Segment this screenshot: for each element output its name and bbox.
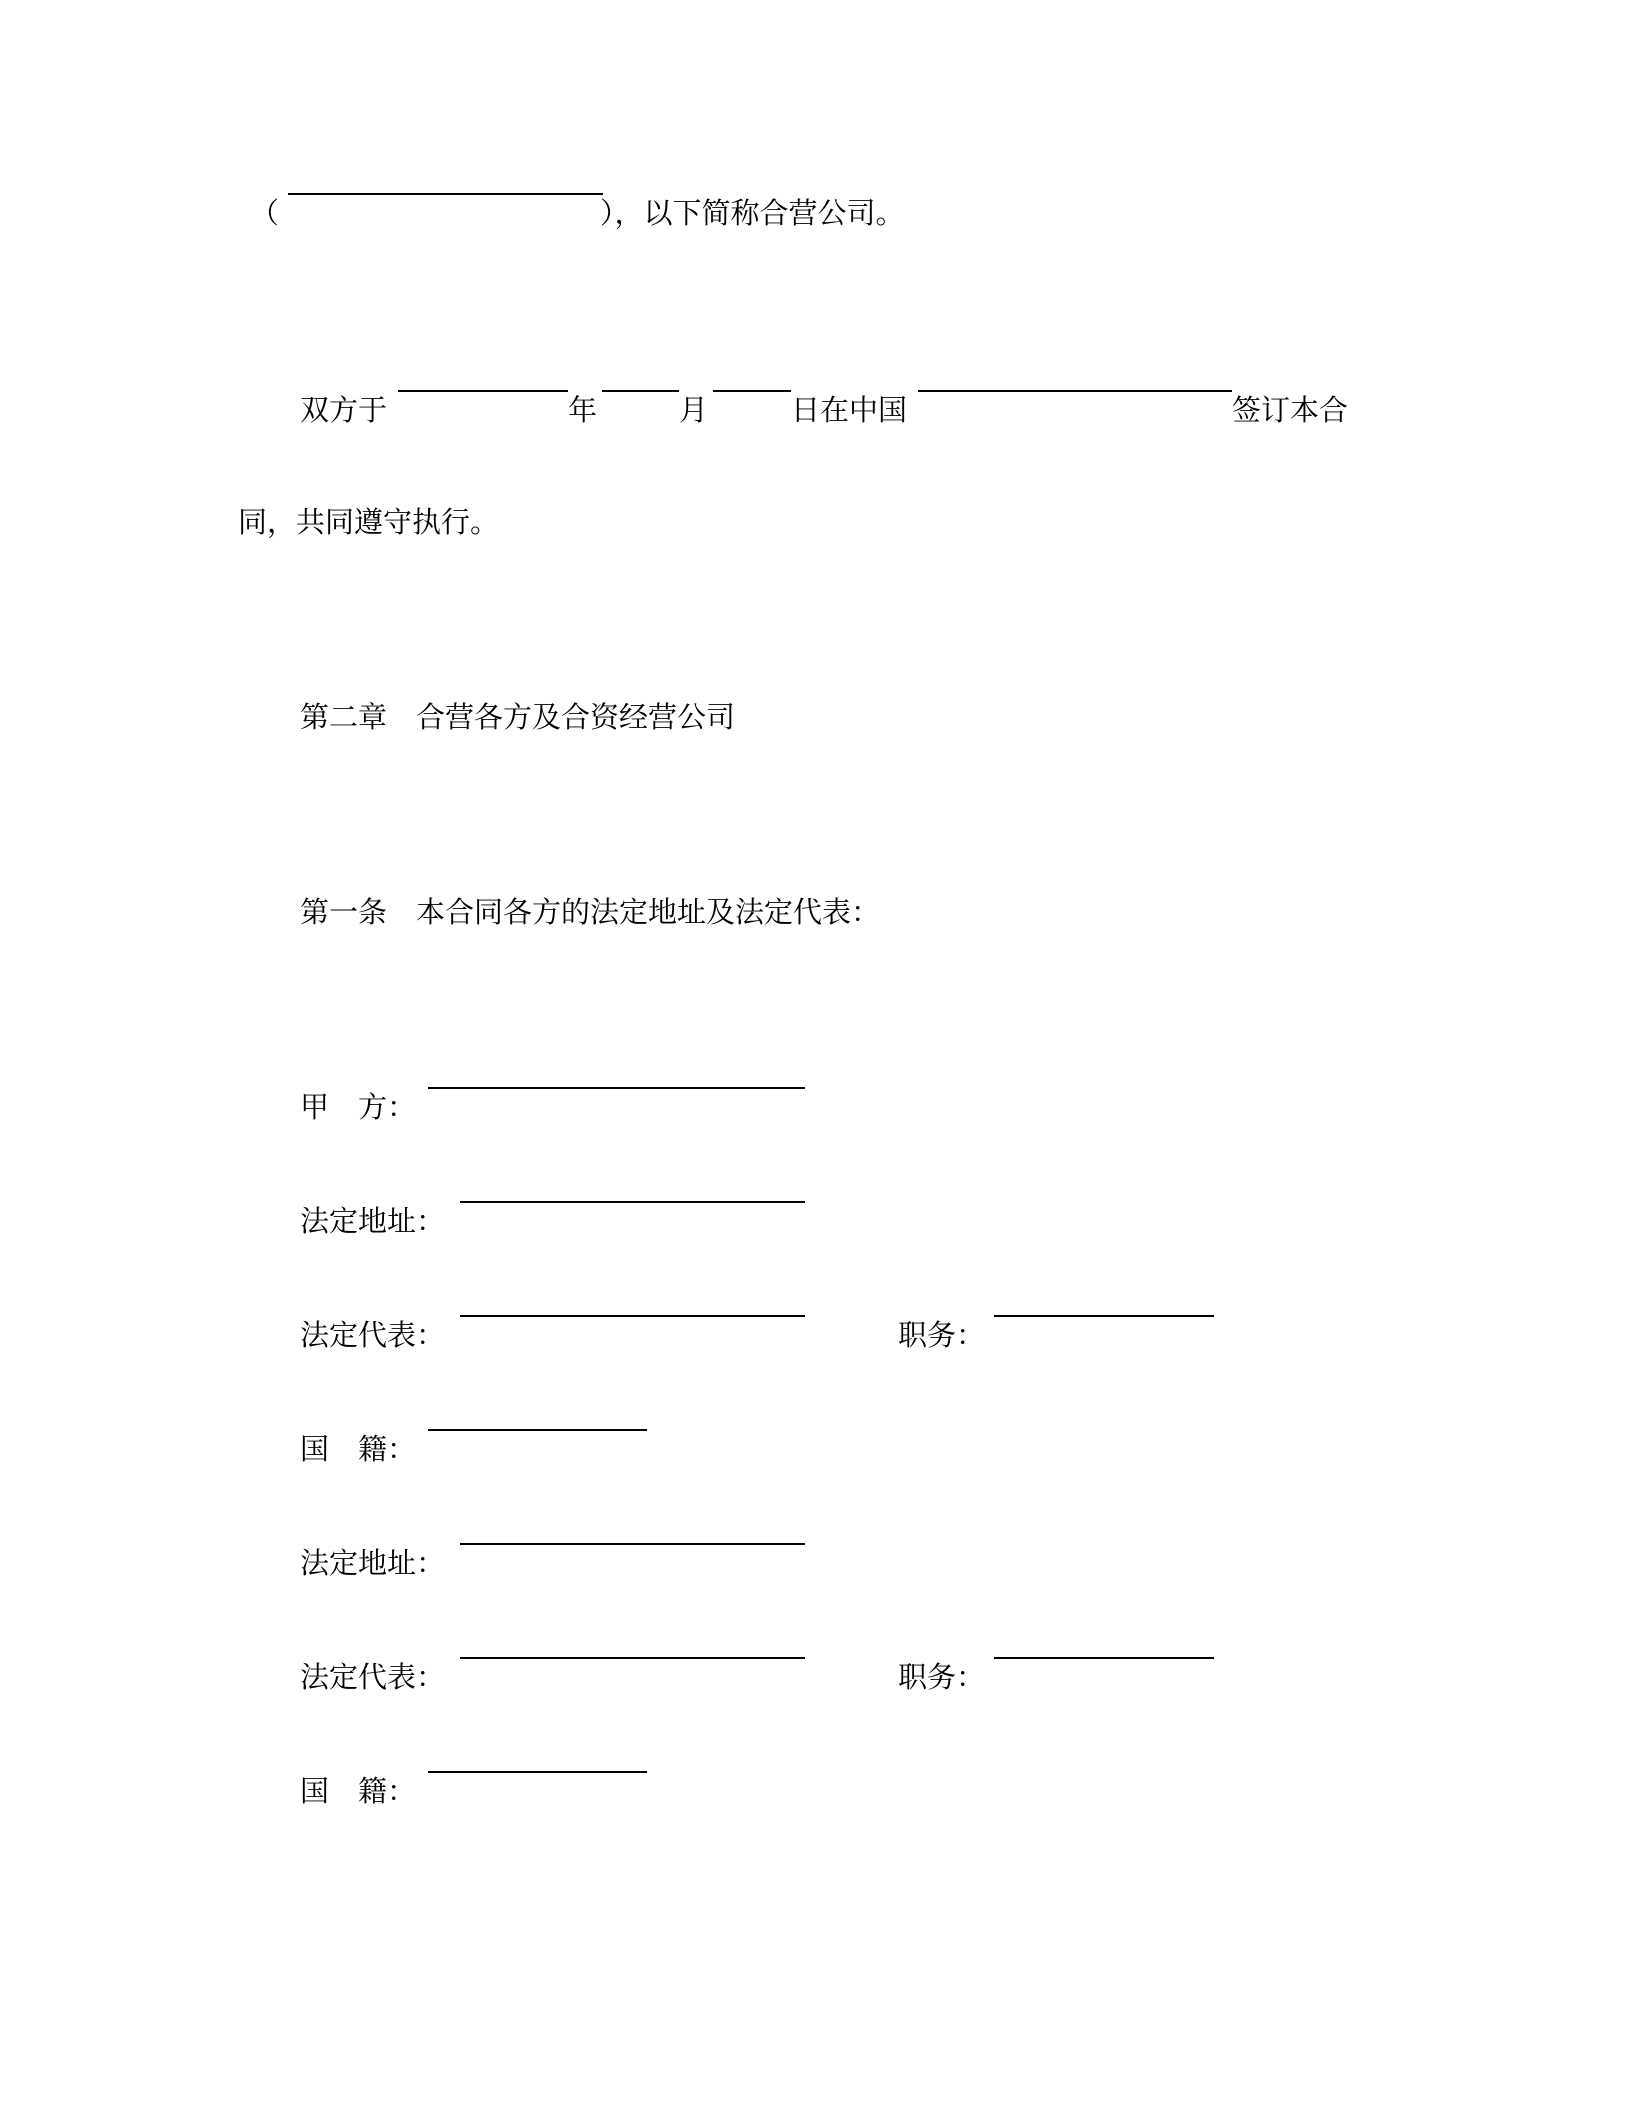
party-b-rep-blank[interactable] xyxy=(460,1657,805,1659)
signing-suffix: 签订本合 xyxy=(1232,393,1349,427)
party-a-name-label: 甲 方： xyxy=(300,1090,417,1124)
party-b-address-blank[interactable] xyxy=(460,1543,805,1545)
party-b-rep-label: 法定代表： xyxy=(300,1660,446,1694)
party-b-nationality-blank[interactable] xyxy=(428,1771,647,1773)
signing-place-blank[interactable] xyxy=(918,390,1232,392)
company-name-blank[interactable] xyxy=(288,193,603,195)
company-name-line xyxy=(250,193,1050,233)
company-name-suffix: ），以下简称合营公司。 xyxy=(600,196,905,230)
signing-line-continuation xyxy=(238,502,838,542)
party-a-title-label: 职务： xyxy=(898,1318,986,1352)
party-a-rep-label: 法定代表： xyxy=(300,1318,446,1352)
signing-day-place-label: 日在中国 xyxy=(791,393,908,427)
party-a-name-blank[interactable] xyxy=(428,1087,805,1089)
signing-continuation-text: 同，共同遵守执行。 xyxy=(238,505,500,539)
open-paren: （ xyxy=(250,196,280,230)
signing-day-blank[interactable] xyxy=(713,390,791,392)
chapter-heading xyxy=(300,697,1100,737)
party-a-nationality-label: 国 籍： xyxy=(300,1432,417,1466)
article-heading xyxy=(300,892,1200,932)
party-b-address-label: 法定地址： xyxy=(300,1546,446,1580)
party-b-nationality-row xyxy=(300,1771,1000,1811)
article-heading-text: 第一条 本合同各方的法定地址及法定代表： xyxy=(300,895,881,929)
signing-year-blank[interactable] xyxy=(398,390,568,392)
party-b-rep-row xyxy=(300,1657,1300,1697)
signing-prefix: 双方于 xyxy=(300,393,388,427)
signing-year-label: 年 xyxy=(568,393,598,427)
party-a-address-row xyxy=(300,1201,1000,1241)
party-a-nationality-blank[interactable] xyxy=(428,1429,647,1431)
party-b-nationality-label: 国 籍： xyxy=(300,1774,417,1808)
signing-month-label: 月 xyxy=(679,393,709,427)
chapter-heading-text: 第二章 合营各方及合资经营公司 xyxy=(300,700,736,734)
party-a-address-label: 法定地址： xyxy=(300,1204,446,1238)
party-a-nationality-row xyxy=(300,1429,1000,1469)
party-b-address-row xyxy=(300,1543,1000,1583)
party-b-title-blank[interactable] xyxy=(994,1657,1214,1659)
party-b-title-label: 职务： xyxy=(898,1660,986,1694)
party-a-name-row xyxy=(300,1087,1000,1127)
party-a-rep-row xyxy=(300,1315,1300,1355)
signing-month-blank[interactable] xyxy=(602,390,679,392)
party-a-rep-blank[interactable] xyxy=(460,1315,805,1317)
party-a-address-blank[interactable] xyxy=(460,1201,805,1203)
signing-line xyxy=(300,390,1400,430)
party-a-title-blank[interactable] xyxy=(994,1315,1214,1317)
